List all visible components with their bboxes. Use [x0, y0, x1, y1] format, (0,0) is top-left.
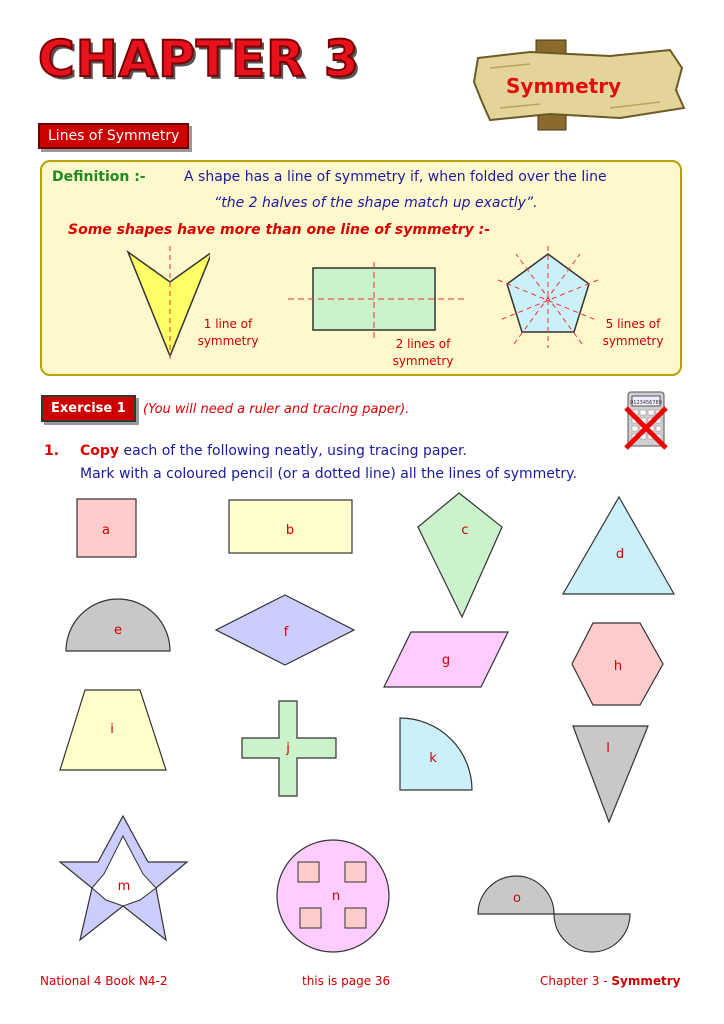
shape-label-h: h [613, 659, 623, 674]
shape-d [563, 497, 674, 594]
shape-label-g: g [441, 653, 451, 668]
section-heading: Lines of Symmetry [38, 123, 189, 149]
shape-g [384, 632, 508, 687]
shape-f [216, 595, 354, 665]
shape-h [572, 623, 663, 705]
example-pentagon [488, 244, 608, 352]
shape-a [77, 499, 136, 557]
shape-k [400, 718, 472, 790]
shape-label-l: l [606, 741, 610, 756]
shape-label-e: e [114, 623, 122, 638]
shape-m [60, 816, 187, 940]
footer-book: National 4 Book N4-2 [40, 974, 168, 988]
shape-label-j: j [286, 741, 290, 756]
shape-label-m: m [117, 879, 131, 894]
topic-title: Symmetry [506, 74, 622, 98]
question-number: 1. [44, 443, 60, 459]
calculator-screen: 0123456789 [630, 400, 662, 406]
exercise-tag: Exercise 1 [41, 395, 136, 422]
shape-e [66, 599, 170, 651]
shape-label-n: n [331, 889, 341, 904]
definition-label: Definition :- [52, 169, 146, 185]
shape-label-c: c [461, 523, 469, 538]
footer-page: this is page 36 [302, 974, 391, 988]
shape-j [242, 701, 336, 796]
shape-label-k: k [429, 751, 437, 766]
shape-label-f: f [283, 625, 289, 640]
shapes-area [0, 490, 724, 965]
example-3-label: 5 lines of symmetry [602, 317, 664, 348]
example-rectangle [288, 262, 464, 342]
shape-i [60, 690, 166, 770]
shape-b [229, 500, 352, 553]
definition-text: A shape has a line of symmetry if, when folded over the line [184, 169, 607, 185]
shape-n [277, 840, 389, 952]
question-instruction-2: Mark with a coloured pencil (or a dotted line) all the lines of symmetry. [80, 466, 577, 482]
no-calculator-icon [622, 390, 670, 452]
shape-label-b: b [285, 523, 295, 538]
definition-note: Some shapes have more than one line of symmetry :- [68, 222, 491, 238]
exercise-note: (You will need a ruler and tracing paper). [143, 402, 410, 417]
example-2-label: 2 lines of symmetry [392, 337, 454, 368]
definition-quote: “the 2 halves of the shape match up exactly”. [214, 195, 538, 211]
shape-label-i: i [110, 722, 114, 737]
shape-label-o: o [513, 891, 521, 906]
shape-o [478, 876, 630, 952]
question-instruction: Copy each of the following neatly, using tracing paper. [80, 443, 467, 459]
shape-label-d: d [615, 547, 625, 562]
shape-c [418, 493, 502, 617]
shape-label-a: a [102, 523, 110, 538]
example-1-label: 1 line of symmetry [197, 317, 259, 348]
shape-l [573, 726, 648, 822]
footer-chapter: Chapter 3 - Symmetry [540, 974, 681, 988]
chapter-title: CHAPTER 3 [38, 30, 360, 88]
